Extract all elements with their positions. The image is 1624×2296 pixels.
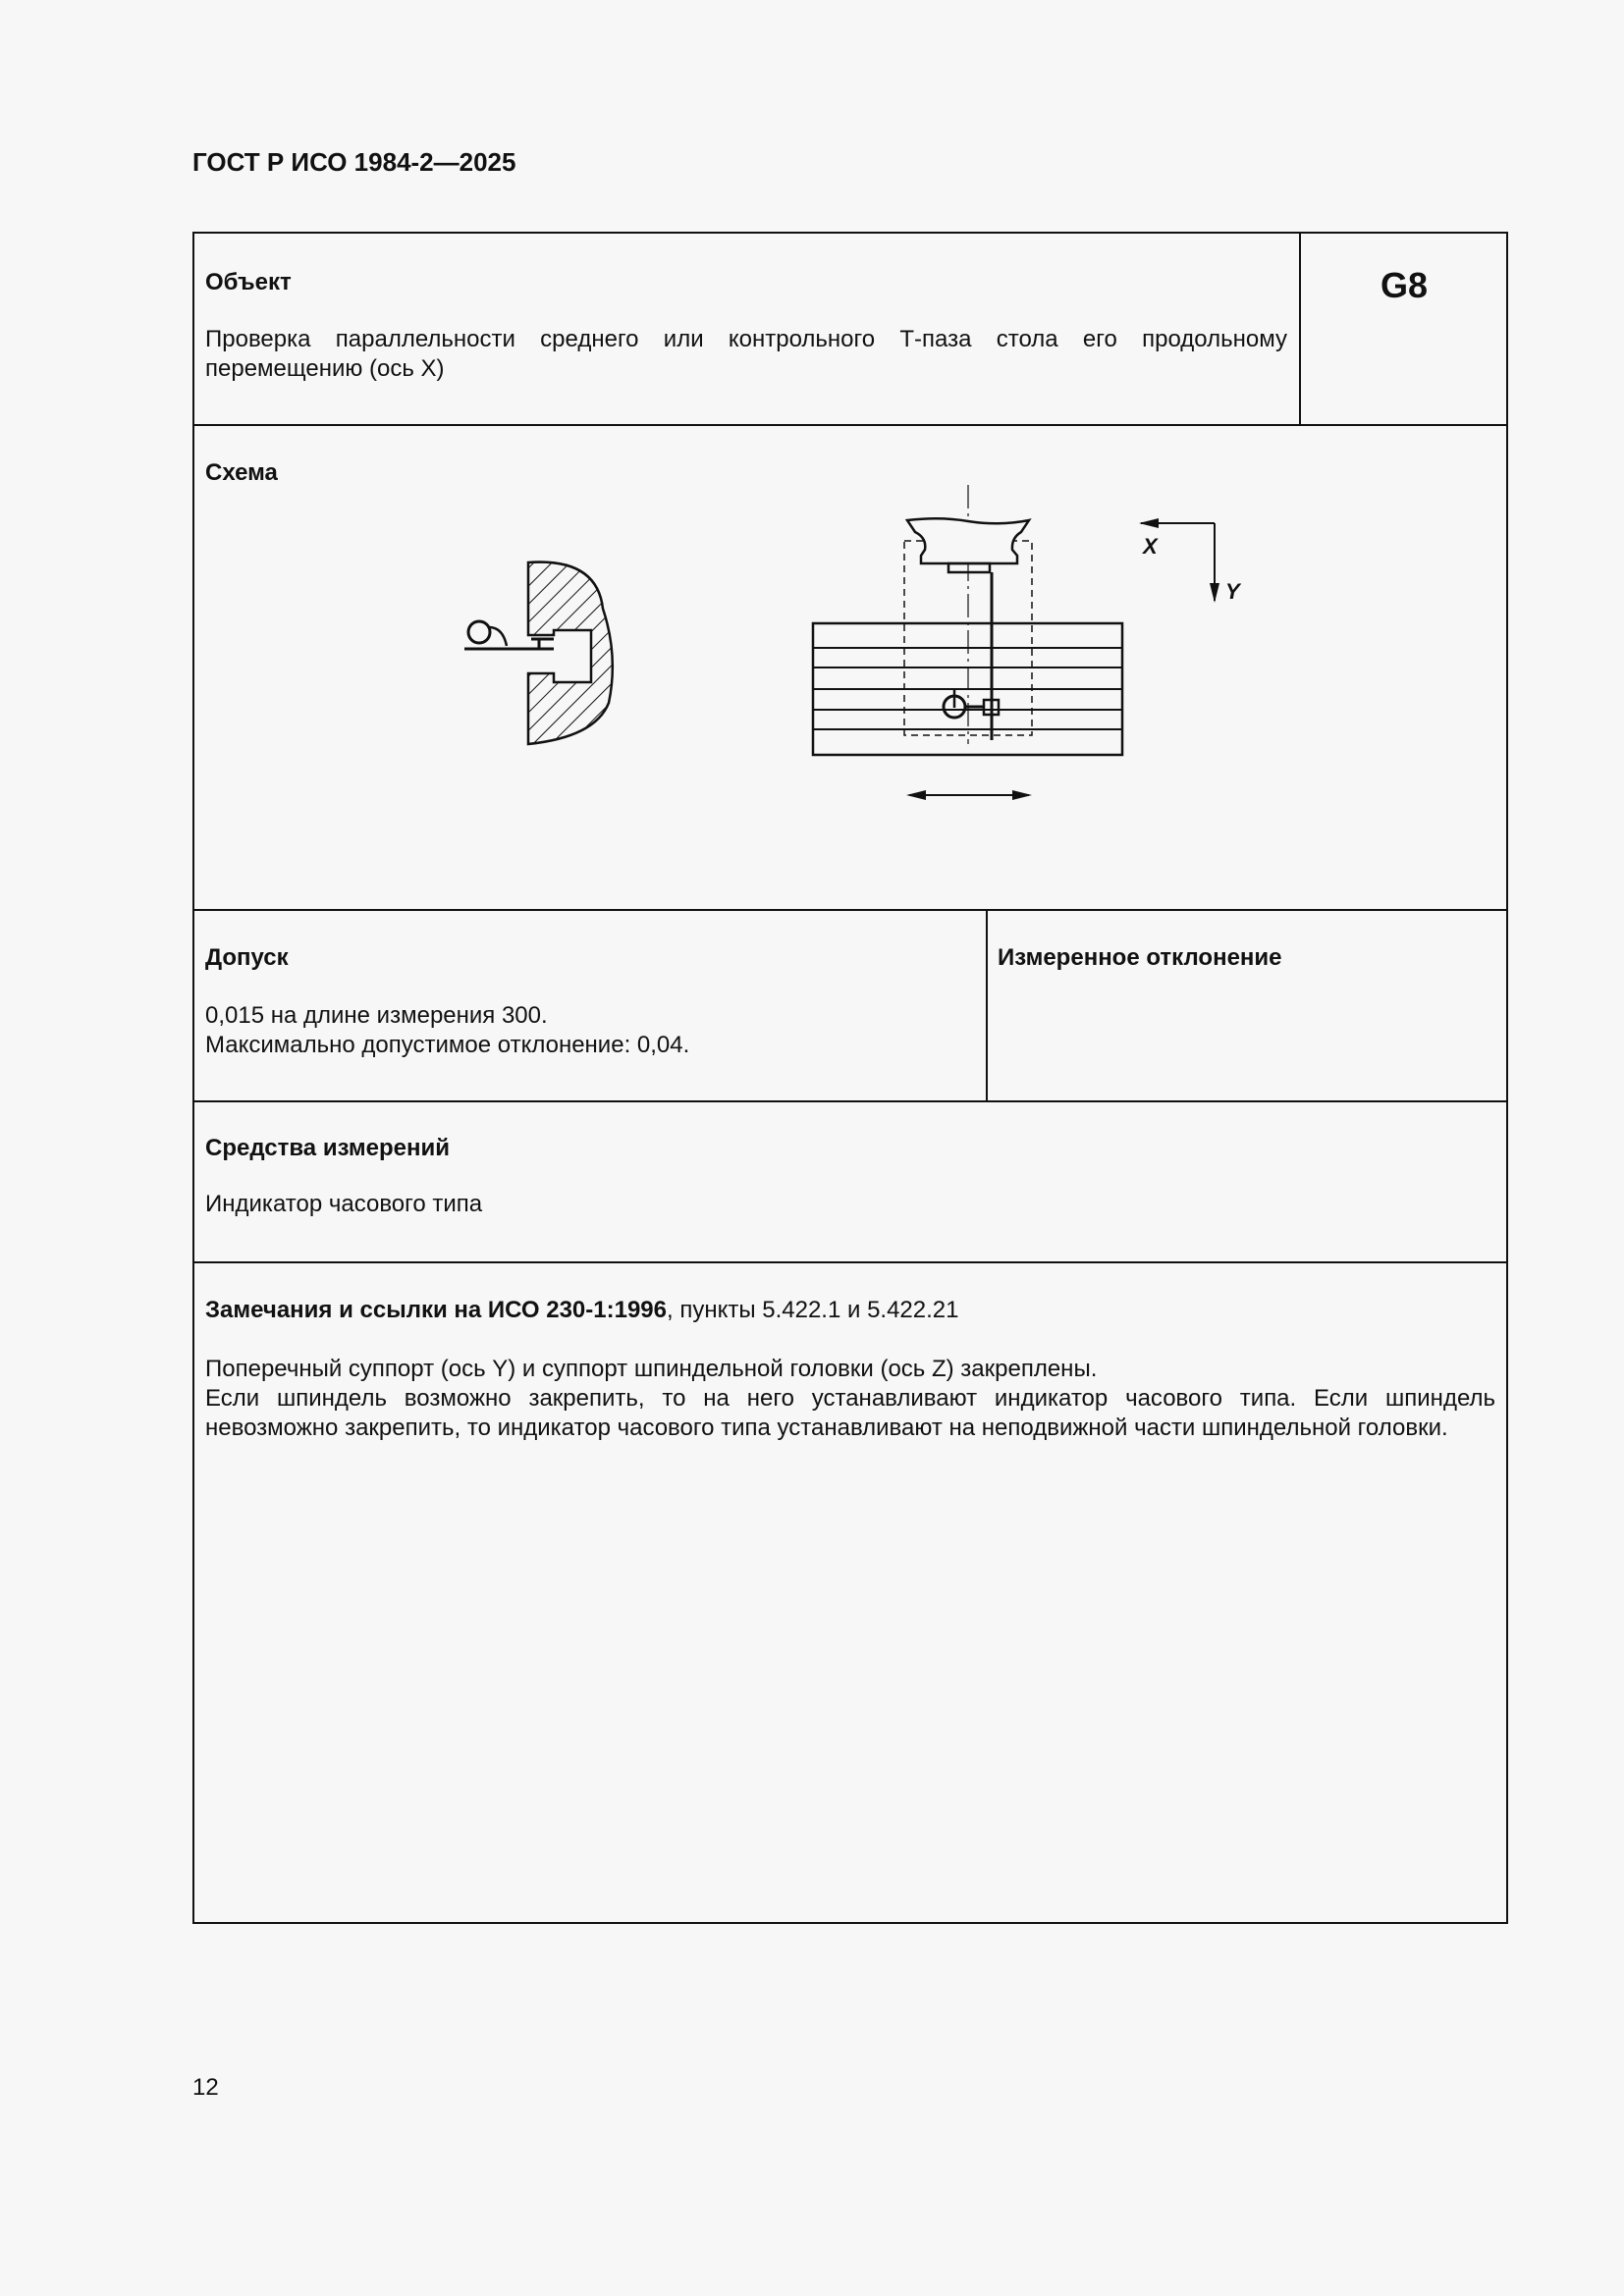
test-sheet-table (192, 232, 1508, 1924)
tolerance-label: Допуск (205, 944, 289, 971)
axis-x-label: X (1143, 534, 1158, 559)
measured-deviation-label: Измеренное отклонение (998, 944, 1282, 971)
remarks-paragraph-1: Поперечный суппорт (ось Y) и суппорт шпиндельной головки (ось Z) закреплены. (205, 1356, 1098, 1382)
table-plan-view (813, 485, 1122, 755)
page-number: 12 (192, 2074, 219, 2101)
instruments-label: Средства измерений (205, 1135, 451, 1161)
object-label: Объект (205, 269, 292, 295)
instruments-text: Индикатор часового типа (205, 1191, 483, 1217)
test-code: G8 (1380, 265, 1429, 305)
remarks-label: Замечания и ссылки на ИСО 230-1:1996 (205, 1297, 667, 1323)
schema-drawing (194, 234, 1506, 1922)
remarks-paragraph-2: Если шпиндель возможно закрепить, то на него устанавливают индикатор часового типа. Если шпиндель невозможно закрепить, то индикатор часового типа устанавливают на неподвижной части шпиндельной головки. (205, 1385, 1495, 1441)
t-slot-section (528, 562, 613, 744)
tolerance-line-1: 0,015 на длине измерения 300. (205, 1002, 548, 1029)
travel-arrow (906, 790, 1032, 800)
axis-y-label: Y (1225, 579, 1240, 604)
remarks-heading (205, 1296, 959, 1325)
tolerance-line-2: Максимально допустимое отклонение: 0,04. (205, 1032, 690, 1058)
remarks-label-suffix: , пункты 5.422.1 и 5.422.21 (666, 1297, 959, 1323)
object-description: Проверка параллельности среднего или контрольного Т-паза стола его продольному перемещению (ось X) (205, 326, 1287, 382)
axis-symbol (1139, 518, 1219, 603)
document-header: ГОСТ Р ИСО 1984-2—2025 (192, 147, 516, 177)
schema-label: Схема (205, 459, 278, 486)
